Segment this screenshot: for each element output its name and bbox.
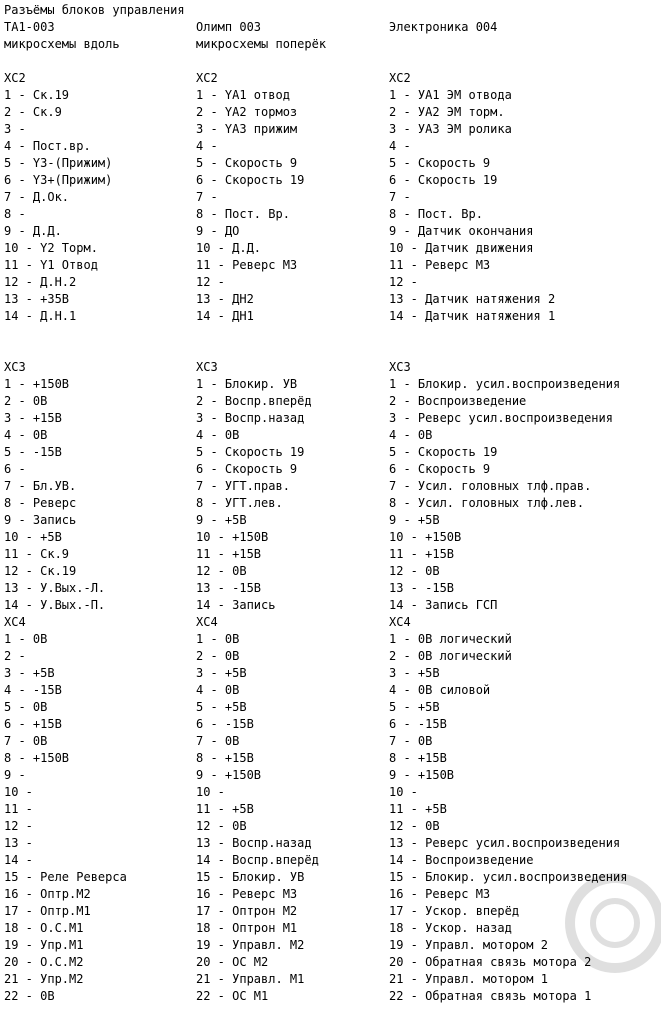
pin-row: 14 -: [4, 853, 33, 867]
pin-row: 2 -: [4, 649, 26, 663]
pin-row: 7 - 0В: [196, 734, 240, 748]
pin-row: 10 - +150В: [196, 530, 269, 544]
pin-row: 13 - ДН2: [196, 292, 254, 306]
pin-row: 3 - +5В: [389, 666, 440, 680]
pin-row: 19 - Управл. М2: [196, 938, 305, 952]
pin-row: 5 - 0В: [4, 700, 48, 714]
pin-row: 16 - Реверс М3: [196, 887, 298, 901]
pin-row: 2 - 0В: [4, 394, 48, 408]
pin-row: 13 -: [4, 836, 33, 850]
pin-row: 11 - +5В: [196, 802, 254, 816]
pin-row: 21 - Упр.М2: [4, 972, 84, 986]
pin-row: 6 - +15В: [4, 717, 62, 731]
pin-row: 14 - У.Вых.-П.: [4, 598, 106, 612]
connector-header: XC4: [4, 615, 26, 629]
connector-header: XC2: [389, 71, 411, 85]
pin-row: 4 -: [389, 139, 411, 153]
pin-row: 9 - +150В: [196, 768, 262, 782]
pin-row: 14 - Запись ГСП: [389, 598, 498, 612]
pin-row: 6 - Скорость 9: [196, 462, 298, 476]
pin-row: 4 - 0В: [196, 428, 240, 442]
pin-row: 12 - Ск.19: [4, 564, 77, 578]
pin-row: 7 - 0В: [389, 734, 433, 748]
connector-header: XC2: [4, 71, 26, 85]
pin-row: 20 - Обратная связь мотора 2: [389, 955, 592, 969]
pin-row: 18 - О.С.М1: [4, 921, 84, 935]
pin-row: 10 - +150В: [389, 530, 462, 544]
pin-row: 8 - Пост. Вр.: [389, 207, 483, 221]
pin-row: 8 - УГТ.лев.: [196, 496, 283, 510]
pin-row: 12 - 0В: [196, 819, 247, 833]
pin-row: 11 - Y1 Отвод: [4, 258, 98, 272]
pin-row: 22 - 0В: [4, 989, 55, 1003]
pin-row: 5 - Скорость 9: [196, 156, 298, 170]
pin-row: 13 - -15В: [196, 581, 262, 595]
pin-row: 1 - Блокир. усил.воспроизведения: [389, 377, 621, 391]
pin-row: 8 - +150В: [4, 751, 70, 765]
pin-row: 1 - 0В: [196, 632, 240, 646]
pin-row: 6 - -15В: [196, 717, 254, 731]
pin-row: 21 - Управл. мотором 1: [389, 972, 548, 986]
pin-row: 1 - 0В: [4, 632, 48, 646]
pin-row: 2 - 0В логический: [389, 649, 512, 663]
pin-row: 14 - Воспроизведение: [389, 853, 534, 867]
pin-row: 9 - Датчик окончания: [389, 224, 534, 238]
pin-row: 10 - +5В: [4, 530, 62, 544]
pin-row: 3 - +5В: [196, 666, 247, 680]
pin-row: 10 -: [4, 785, 33, 799]
pin-row: 9 - +5В: [196, 513, 247, 527]
pin-row: 13 - +35В: [4, 292, 70, 306]
pin-row: 2 - YA2 тормоз: [196, 105, 298, 119]
pin-row: 5 - +5В: [389, 700, 440, 714]
pin-row: 6 - Скорость 9: [389, 462, 491, 476]
pin-row: 4 - 0В: [389, 428, 433, 442]
connector-header: XC4: [196, 615, 218, 629]
pin-row: 6 - -15В: [389, 717, 447, 731]
pin-row: 1 - YA1 отвод: [196, 88, 290, 102]
pin-row: 2 - Ск.9: [4, 105, 62, 119]
connector-header: XC2: [196, 71, 218, 85]
pin-row: 13 - Датчик натяжения 2: [389, 292, 556, 306]
pin-row: 4 - 0В: [196, 683, 240, 697]
pin-row: 7 -: [196, 190, 218, 204]
column-device-name: Олимп 003: [196, 20, 262, 34]
pin-row: 2 - УА2 ЭМ торм.: [389, 105, 505, 119]
connector-header: XC4: [389, 615, 411, 629]
pin-row: 17 - Ускор. вперёд: [389, 904, 520, 918]
pin-row: 9 - ДО: [196, 224, 240, 238]
column-subtitle: микросхемы вдоль: [4, 37, 120, 51]
pin-row: 12 - 0В: [196, 564, 247, 578]
pin-row: 16 - Оптр.М2: [4, 887, 91, 901]
pin-row: 7 - 0В: [4, 734, 48, 748]
pin-row: 4 - Пост.вр.: [4, 139, 91, 153]
pin-row: 12 -: [389, 275, 418, 289]
pin-row: 12 - Д.Н.2: [4, 275, 77, 289]
pin-row: 14 - Датчик натяжения 1: [389, 309, 556, 323]
pin-row: 10 - Y2 Торм.: [4, 241, 98, 255]
pin-row: 18 - Ускор. назад: [389, 921, 512, 935]
pin-row: 11 - Реверс М3: [389, 258, 491, 272]
pin-row: 3 - +5В: [4, 666, 55, 680]
pin-row: 14 - ДН1: [196, 309, 254, 323]
connector-header: XC3: [389, 360, 411, 374]
column-device-name: Электроника 004: [389, 20, 498, 34]
pin-row: 3 - +15В: [4, 411, 62, 425]
pin-row: 8 -: [4, 207, 26, 221]
pin-row: 11 - +15В: [196, 547, 262, 561]
pin-row: 6 -: [4, 462, 26, 476]
pin-row: 17 - Оптр.М1: [4, 904, 91, 918]
pin-row: 1 - +150В: [4, 377, 70, 391]
pin-row: 8 - Усил. головных тлф.лев.: [389, 496, 585, 510]
pin-row: 5 - Скорость 19: [389, 445, 498, 459]
watermark-logo: [555, 838, 661, 1008]
pin-row: 6 - Скорость 19: [196, 173, 305, 187]
pin-row: 10 - Д.Д.: [196, 241, 262, 255]
pin-row: 6 - Скорость 19: [389, 173, 498, 187]
pin-row: 13 - Реверс усил.воспроизведения: [389, 836, 621, 850]
pin-row: 6 - Y3+(Прижим): [4, 173, 113, 187]
pin-row: 9 -: [4, 768, 26, 782]
pin-row: 4 - 0В: [4, 428, 48, 442]
pin-row: 12 -: [4, 819, 33, 833]
pin-row: 14 - Д.Н.1: [4, 309, 77, 323]
pin-row: 20 - О.С.М2: [4, 955, 84, 969]
pin-row: 7 - Д.Ок.: [4, 190, 70, 204]
pin-row: 21 - Управл. М1: [196, 972, 305, 986]
document-title: Разъёмы блоков управления: [4, 3, 185, 17]
pin-row: 5 - Скорость 9: [389, 156, 491, 170]
pin-row: 14 - Воспр.вперёд: [196, 853, 319, 867]
pin-row: 2 - Воспр.вперёд: [196, 394, 312, 408]
column-device-name: ТА1-003: [4, 20, 55, 34]
pin-row: 20 - ОС М2: [196, 955, 269, 969]
pin-row: 12 -: [196, 275, 225, 289]
pin-row: 7 - Усил. головных тлф.прав.: [389, 479, 592, 493]
pin-row: 11 - +5В: [389, 802, 447, 816]
pin-row: 2 - Воспроизведение: [389, 394, 527, 408]
pin-row: 5 - Y3-(Прижим): [4, 156, 113, 170]
pin-row: 15 - Блокир. УВ: [196, 870, 305, 884]
pin-row: 8 - +15В: [196, 751, 254, 765]
connector-header: XC3: [196, 360, 218, 374]
pin-row: 1 - Ск.19: [4, 88, 70, 102]
pin-row: 7 -: [389, 190, 411, 204]
pin-row: 12 - 0В: [389, 819, 440, 833]
pin-row: 9 - +150В: [389, 768, 455, 782]
pin-row: 5 - Скорость 19: [196, 445, 305, 459]
pin-row: 13 - -15В: [389, 581, 455, 595]
pin-row: 15 - Реле Реверса: [4, 870, 127, 884]
pin-row: 12 - 0В: [389, 564, 440, 578]
pin-row: 17 - Оптрон М2: [196, 904, 298, 918]
pin-row: 8 - Пост. Вр.: [196, 207, 290, 221]
pin-row: 22 - Обратная связь мотора 1: [389, 989, 592, 1003]
pin-row: 18 - Оптрон М1: [196, 921, 298, 935]
pin-row: 7 - Бл.УВ.: [4, 479, 77, 493]
pin-row: 11 - +15В: [389, 547, 455, 561]
pin-row: 4 - -15В: [4, 683, 62, 697]
pin-row: 9 - Запись: [4, 513, 77, 527]
pin-row: 3 - YA3 прижим: [196, 122, 298, 136]
pin-row: 11 -: [4, 802, 33, 816]
pin-row: 10 - Датчик движения: [389, 241, 534, 255]
pin-row: 5 - -15В: [4, 445, 62, 459]
pin-row: 16 - Реверс М3: [389, 887, 491, 901]
column-subtitle: микросхемы поперёк: [196, 37, 327, 51]
pin-row: 11 - Ск.9: [4, 547, 70, 561]
pin-row: 10 -: [389, 785, 418, 799]
pin-row: 22 - ОС М1: [196, 989, 269, 1003]
pin-row: 4 - 0В силовой: [389, 683, 491, 697]
pin-row: 15 - Блокир. усил.воспроизведения: [389, 870, 628, 884]
pin-row: 8 - +15В: [389, 751, 447, 765]
pin-row: 9 - +5В: [389, 513, 440, 527]
pin-row: 1 - УА1 ЭМ отвода: [389, 88, 512, 102]
pin-row: 4 -: [196, 139, 218, 153]
pin-row: 1 - 0В логический: [389, 632, 512, 646]
pin-row: 14 - Запись: [196, 598, 276, 612]
pin-row: 7 - УГТ.прав.: [196, 479, 290, 493]
pin-row: 19 - Управл. мотором 2: [389, 938, 548, 952]
pin-row: 3 - Воспр.назад: [196, 411, 305, 425]
pin-row: 3 - Реверс усил.воспроизведения: [389, 411, 613, 425]
pin-row: 19 - Упр.М1: [4, 938, 84, 952]
pin-row: 13 - Воспр.назад: [196, 836, 312, 850]
connector-header: XC3: [4, 360, 26, 374]
pin-row: 11 - Реверс М3: [196, 258, 298, 272]
pin-row: 10 -: [196, 785, 225, 799]
pin-row: 5 - +5В: [196, 700, 247, 714]
pin-row: 3 - УА3 ЭМ ролика: [389, 122, 512, 136]
pin-row: 1 - Блокир. УВ: [196, 377, 298, 391]
pin-row: 3 -: [4, 122, 26, 136]
pin-row: 8 - Реверс: [4, 496, 77, 510]
pin-row: 13 - У.Вых.-Л.: [4, 581, 106, 595]
pin-row: 9 - Д.Д.: [4, 224, 62, 238]
pin-row: 2 - 0В: [196, 649, 240, 663]
